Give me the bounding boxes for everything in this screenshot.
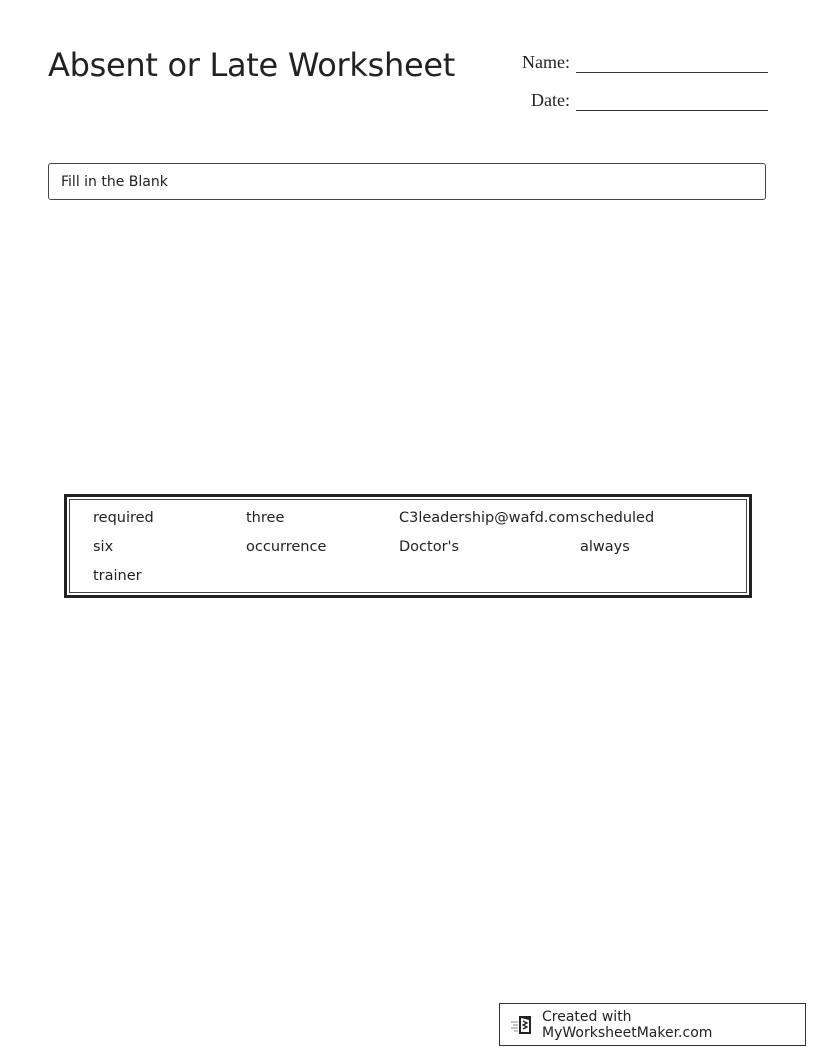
date-field-row: [510, 90, 768, 111]
word-bank-item: C3leadership@wafd.com: [399, 510, 580, 526]
footer-credit-badge[interactable]: [499, 1003, 806, 1046]
date-label: Date:: [531, 90, 570, 110]
word-bank-item: occurrence: [246, 539, 327, 555]
word-bank-inner-border: [69, 499, 747, 593]
word-bank-item: required: [93, 510, 154, 526]
name-field-line[interactable]: [576, 54, 768, 73]
word-grid: [93, 510, 700, 597]
date-field-line[interactable]: [576, 92, 768, 111]
word-bank-item: Doctor's: [399, 539, 460, 555]
worksheet-maker-logo-icon: [510, 1014, 536, 1036]
name-label: Name:: [522, 52, 570, 72]
word-bank-item: three: [246, 510, 285, 526]
word-bank: [64, 494, 752, 598]
word-bank-item: always: [580, 539, 630, 555]
footer-credit-text: Created with MyWorksheetMaker.com: [542, 1008, 713, 1041]
word-bank-item: six: [93, 539, 114, 555]
section-header: [48, 163, 766, 200]
word-bank-item: trainer: [93, 568, 142, 584]
page-title: Absent or Late Worksheet: [48, 46, 456, 84]
word-bank-item: scheduled: [580, 510, 655, 526]
section-title: Fill in the Blank: [61, 173, 168, 190]
name-field-row: [510, 52, 768, 73]
